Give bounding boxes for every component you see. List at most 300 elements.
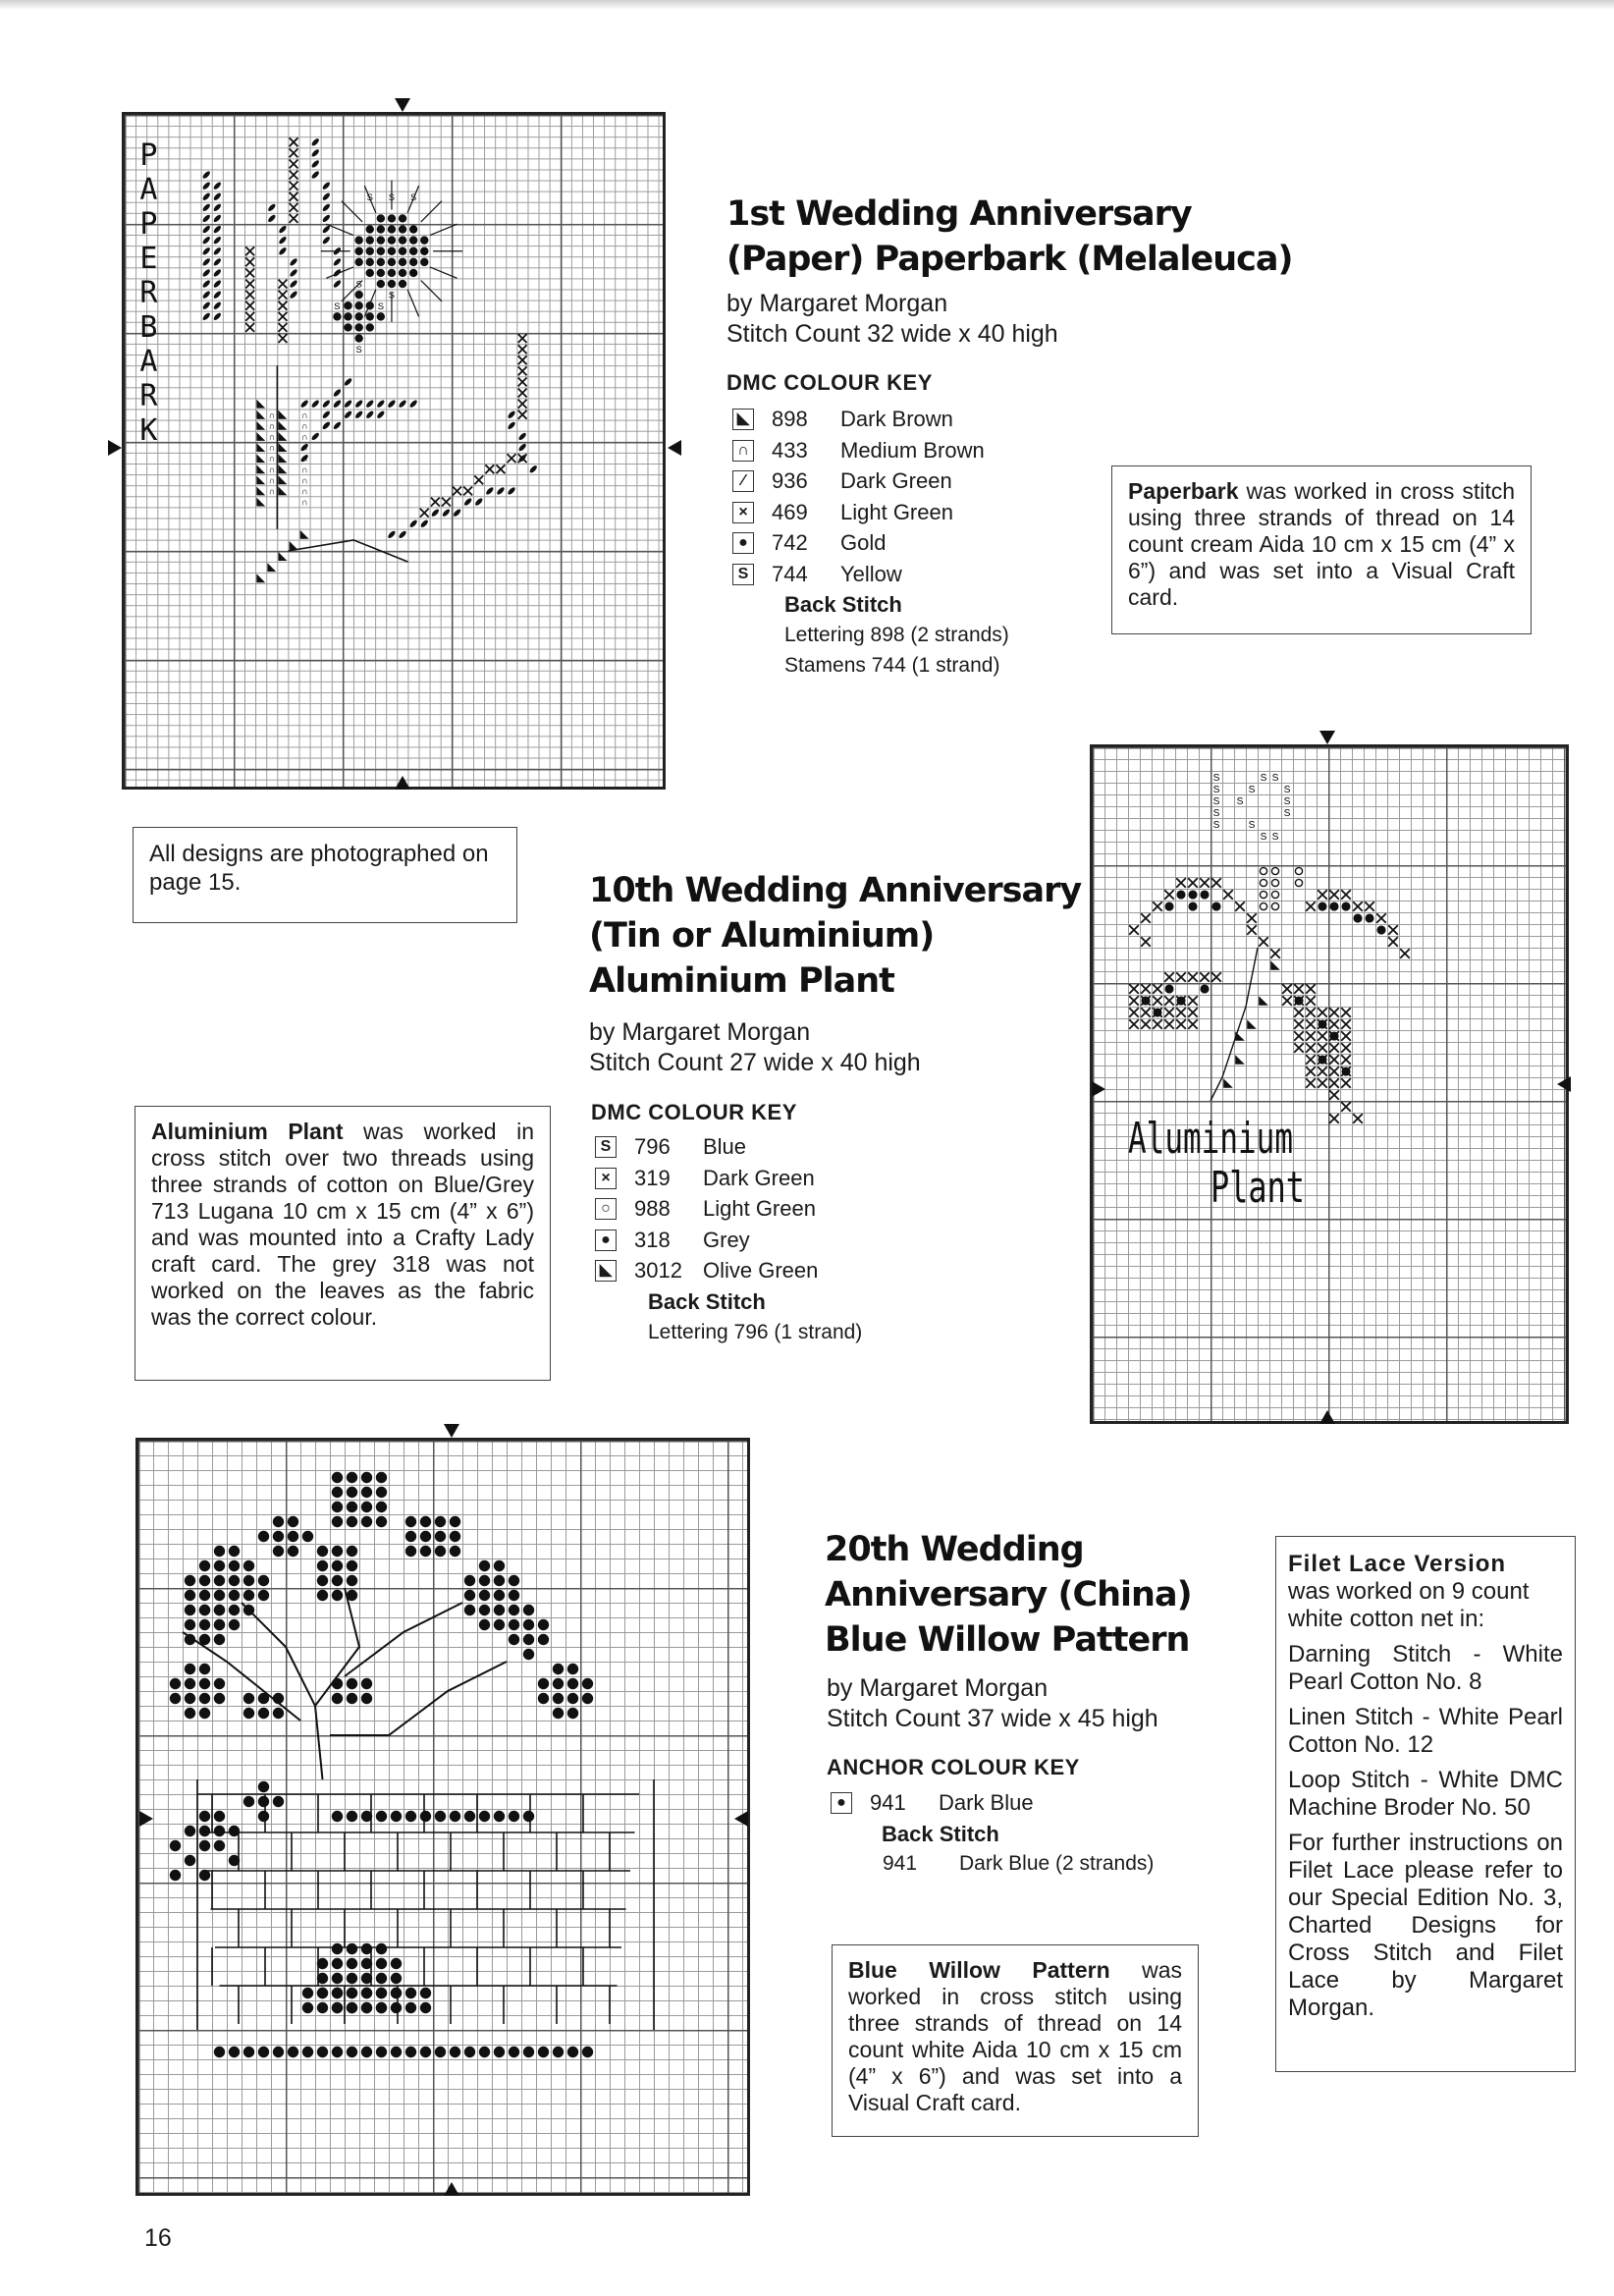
stitch-dot xyxy=(435,1811,446,1822)
stitch-s: S xyxy=(410,224,417,236)
stitch-cross xyxy=(1153,996,1162,1006)
stitch-cross xyxy=(290,203,298,212)
stitch-dot xyxy=(1365,913,1373,922)
stitch-s: S xyxy=(377,300,384,311)
stitch-leaf xyxy=(201,236,211,246)
willow-note-bold: Blue Willow Pattern xyxy=(848,1957,1110,1983)
center-marker-icon xyxy=(395,98,410,112)
stitch-cross xyxy=(1200,972,1210,982)
stitch-dot xyxy=(1176,996,1185,1005)
stitch-dot xyxy=(538,1619,549,1630)
stitch-cross xyxy=(453,487,461,496)
stitch-dot xyxy=(361,1472,372,1483)
stitch-cross xyxy=(279,301,288,310)
stitch-leaf xyxy=(333,399,343,409)
stitch-dot xyxy=(243,2047,254,2057)
stitch-dot xyxy=(185,1708,195,1719)
stitch-dot xyxy=(302,2047,313,2057)
stitch-cross xyxy=(1329,1066,1339,1076)
stitch-s: S xyxy=(1283,784,1291,795)
stitch-cross xyxy=(1329,1008,1339,1017)
stitch-cross xyxy=(463,487,472,496)
stitch-dot xyxy=(388,258,396,266)
stitch-cross xyxy=(1388,937,1398,947)
stitch-cross xyxy=(1306,1019,1316,1029)
paperbark-key-heading: DMC COLOUR KEY xyxy=(726,370,933,395)
stitch-dot xyxy=(199,1590,210,1601)
stitch-leaf xyxy=(289,257,298,267)
stitch-cross xyxy=(1341,1102,1351,1112)
stitch-dot xyxy=(332,1943,343,1954)
stitch-dot xyxy=(199,1678,210,1689)
stitch-leaf xyxy=(354,410,364,419)
colour-key-name: Light Green xyxy=(703,1196,816,1221)
stitch-dot xyxy=(347,1516,357,1527)
colour-key-name: Dark Blue xyxy=(939,1790,1034,1815)
stitch-dot xyxy=(332,2047,343,2057)
stitch-dot xyxy=(214,1678,225,1689)
stitch-leaf xyxy=(387,529,397,539)
colour-key-code: 744 xyxy=(772,561,808,586)
stitch-dot xyxy=(170,1678,181,1689)
stitch-dot xyxy=(509,1605,519,1615)
colour-key-row xyxy=(732,405,1047,434)
stitch-dot xyxy=(317,1988,328,1998)
stitch-leaf xyxy=(321,236,331,246)
stitch-dot xyxy=(553,2047,564,2057)
stitch-dot xyxy=(450,1811,460,1822)
stitch-dot xyxy=(523,2047,534,2057)
stitch-cross xyxy=(245,269,254,278)
stitch-cross xyxy=(1247,913,1257,923)
stitch-dot xyxy=(288,1546,298,1557)
stamen-line xyxy=(326,224,353,235)
stitch-leaf xyxy=(278,246,288,256)
stitch-triangle xyxy=(279,443,288,452)
stitch-dot xyxy=(199,1560,210,1571)
stitch-s: S xyxy=(355,246,362,257)
chart-lettering: Plant xyxy=(1210,1163,1305,1214)
colour-key-name: Dark Green xyxy=(840,468,952,493)
stitch-dot xyxy=(185,1678,195,1689)
stitch-triangle xyxy=(279,465,288,473)
stitch-dot xyxy=(538,1678,549,1689)
photo-note-text: All designs are photographed on page 15. xyxy=(149,841,489,896)
stitch-triangle xyxy=(256,498,265,507)
stitch-dot xyxy=(366,236,374,244)
colour-key-row xyxy=(595,1256,909,1285)
stitch-dot xyxy=(494,1811,505,1822)
aluminium-backstitch-heading: Back Stitch xyxy=(648,1289,766,1314)
colour-key-symbol: ⁄ xyxy=(732,470,754,492)
colour-key-code: 796 xyxy=(634,1134,671,1159)
stitch-cross xyxy=(1164,1019,1174,1029)
stitch-dot xyxy=(229,1619,240,1630)
stitch-dot xyxy=(450,2047,460,2057)
stitch-dot xyxy=(344,312,351,320)
stitch-dot xyxy=(243,1796,254,1807)
stitch-dot xyxy=(214,1693,225,1704)
stitch-cross xyxy=(1318,1066,1327,1076)
stitch-leaf xyxy=(201,257,211,267)
stitch-dot xyxy=(494,1619,505,1630)
stitch-leaf xyxy=(442,508,452,518)
stitch-dot xyxy=(258,1708,269,1719)
stitch-triangle xyxy=(279,454,288,463)
stitch-cross xyxy=(1223,890,1233,900)
stitch-cross xyxy=(497,465,506,473)
colour-key-name: Light Green xyxy=(840,499,953,524)
stitch-circle xyxy=(1271,902,1278,909)
stitch-dot xyxy=(376,2047,387,2057)
stitch-leaf xyxy=(310,137,320,147)
center-marker-icon xyxy=(1319,731,1335,744)
stitch-dot xyxy=(1353,913,1362,922)
paperbark-backstitch-line: Lettering 898 (2 strands) xyxy=(784,624,1009,646)
stitch-dot xyxy=(582,1693,593,1704)
stitch-cross xyxy=(474,475,483,484)
stitch-cross xyxy=(1306,1066,1316,1076)
blue-willow-chart-marks xyxy=(138,1441,750,2196)
stitch-s: S xyxy=(366,267,373,279)
stitch-cross xyxy=(1188,878,1198,888)
stitch-cross xyxy=(1318,1043,1327,1053)
stitch-dot xyxy=(479,1811,490,1822)
stitch-dot xyxy=(391,2047,402,2057)
stitch-cross xyxy=(1341,1078,1351,1088)
stitch-dot xyxy=(494,1605,505,1615)
stitch-s: S xyxy=(1271,831,1279,843)
stitch-cross xyxy=(1141,1019,1151,1029)
stitch-circle xyxy=(1260,879,1266,886)
stitch-dot xyxy=(1200,890,1209,899)
center-marker-icon xyxy=(1092,1081,1105,1097)
stitch-leaf xyxy=(419,519,429,528)
chart-lettering: Aluminium xyxy=(1128,1113,1293,1164)
stitch-dot xyxy=(464,2047,475,2057)
stitch-dot xyxy=(405,2002,416,2013)
colour-key-row xyxy=(595,1226,909,1255)
stitch-dot xyxy=(479,1590,490,1601)
stitch-leaf xyxy=(517,432,527,442)
filet-item: Darning Stitch - White Pearl Cotton No. 8 xyxy=(1288,1641,1563,1695)
stitch-leaf xyxy=(289,268,298,278)
colour-key-symbol: × xyxy=(732,502,754,523)
stitch-dot xyxy=(1141,996,1150,1005)
willow-backstitch-name: Dark Blue (2 strands) xyxy=(959,1852,1155,1875)
stitch-dot xyxy=(405,1988,416,1998)
stitch-circle xyxy=(1271,891,1278,898)
stitch-triangle xyxy=(279,475,288,484)
stitch-leaf xyxy=(344,399,353,409)
stitch-circle xyxy=(1260,902,1266,909)
stitch-cross xyxy=(1176,972,1186,982)
stitch-leaf xyxy=(485,486,495,496)
colour-key-symbol: ◣ xyxy=(732,409,754,430)
stitch-cross xyxy=(1129,1008,1139,1017)
stitch-dot xyxy=(347,1575,357,1586)
paperbark-stitch-count: Stitch Count 32 wide x 40 high xyxy=(726,320,1058,348)
stitch-dot xyxy=(361,1502,372,1512)
stitch-dot xyxy=(199,1826,210,1836)
stitch-s: S xyxy=(1212,784,1220,795)
stitch-leaf xyxy=(212,268,222,278)
stitch-leaf xyxy=(365,399,375,409)
colour-key-name: Olive Green xyxy=(703,1258,819,1283)
stitch-leaf xyxy=(212,311,222,321)
stitch-leaf xyxy=(201,225,211,235)
stitch-leaf xyxy=(321,410,331,419)
stitch-cross xyxy=(1329,1019,1339,1029)
colour-key-code: 988 xyxy=(634,1196,671,1221)
stitch-cross xyxy=(1306,996,1316,1006)
paperbark-backstitch-heading: Back Stitch xyxy=(784,592,902,617)
stitch-cross xyxy=(518,389,527,398)
chart-lettering: E xyxy=(139,241,158,276)
stitch-dot xyxy=(450,1516,460,1527)
stitch-dot xyxy=(229,1575,240,1586)
stitch-dot xyxy=(538,1693,549,1704)
stitch-arch: ∩ xyxy=(268,419,276,431)
stitch-cross xyxy=(1247,925,1257,935)
stitch-dot xyxy=(464,1605,475,1615)
stitch-dot xyxy=(1176,890,1185,899)
stitch-dot xyxy=(435,1516,446,1527)
aluminium-note xyxy=(134,1106,551,1381)
stitch-dot xyxy=(258,1781,269,1792)
stitch-cross xyxy=(1176,1019,1186,1029)
stitch-dot xyxy=(538,2047,549,2057)
stitch-dot xyxy=(377,269,385,277)
aluminium-note-text: was worked in cross stitch over two threads using three strands of cotton on Blue/Grey 713 Lugana 10 cm x 15 cm (4” x 6”) and was mounted into a Crafty Lady craft card. The grey 318 was not worked on the leaves as the fabric was the correct colour. xyxy=(151,1119,534,1330)
stitch-triangle xyxy=(256,465,265,473)
stitch-s: S xyxy=(366,224,373,236)
stitch-leaf xyxy=(212,301,222,310)
paperbark-backstitch-line: Stamens 744 (1 strand) xyxy=(784,654,1000,677)
stitch-triangle xyxy=(1259,996,1268,1006)
stitch-dot xyxy=(523,1605,534,1615)
stitch-dot xyxy=(1318,1055,1326,1064)
stitch-cross xyxy=(1341,890,1351,900)
stitch-dot xyxy=(399,247,406,255)
stitch-leaf xyxy=(376,410,386,419)
stitch-leaf xyxy=(333,279,343,289)
stitch-dot xyxy=(354,323,362,331)
stitch-dot xyxy=(288,1516,298,1527)
stitch-leaf xyxy=(212,236,222,246)
stitch-leaf xyxy=(212,214,222,224)
stitch-arch: ∩ xyxy=(300,453,308,465)
stitch-leaf xyxy=(212,257,222,267)
stitch-cross xyxy=(290,148,298,157)
stitch-dot xyxy=(494,1575,505,1586)
stitch-dot xyxy=(582,1678,593,1689)
colour-key-code: 941 xyxy=(870,1790,906,1815)
stitch-cross xyxy=(1270,949,1280,958)
stitch-leaf xyxy=(321,420,331,430)
stitch-dot xyxy=(243,1575,254,1586)
stitch-dot xyxy=(1200,984,1209,993)
stitch-arch: ∩ xyxy=(268,464,276,475)
paperbark-chart xyxy=(122,112,666,790)
stitch-s: S xyxy=(388,191,396,202)
filet-intro: was worked on 9 count white cotton net in: xyxy=(1288,1578,1530,1632)
center-marker-icon xyxy=(139,1811,153,1827)
stitch-cross xyxy=(1353,1114,1363,1123)
stitch-arch: ∩ xyxy=(268,474,276,486)
stitch-cross xyxy=(1376,913,1386,923)
stitch-dot xyxy=(391,1988,402,1998)
stitch-dot xyxy=(332,1678,343,1689)
stitch-cross xyxy=(279,323,288,332)
stitch-cross xyxy=(518,355,527,364)
stitch-dot xyxy=(199,1708,210,1719)
stitch-dot xyxy=(243,1560,254,1571)
stitch-leaf xyxy=(365,410,375,419)
stitch-dot xyxy=(185,1605,195,1615)
stitch-cross xyxy=(1211,972,1221,982)
stitch-dot xyxy=(185,1575,195,1586)
stitch-cross xyxy=(1129,984,1139,994)
stitch-dot xyxy=(1164,902,1173,910)
stitch-dot xyxy=(553,1708,564,1719)
stitch-leaf xyxy=(212,191,222,201)
stitch-leaf xyxy=(310,432,320,442)
stitch-dot xyxy=(409,247,417,255)
stitch-dot xyxy=(288,2047,298,2057)
stitch-dot xyxy=(229,1605,240,1615)
stitch-dot xyxy=(479,2047,490,2057)
stitch-cross xyxy=(1318,1008,1327,1017)
stitch-leaf xyxy=(408,519,418,528)
stitch-dot xyxy=(317,1575,328,1586)
stitch-dot xyxy=(332,1575,343,1586)
stitch-leaf xyxy=(333,257,343,267)
stitch-triangle xyxy=(1235,1055,1245,1065)
paperbark-note-text: was worked in cross stitch using three strands of thread on 14 count cream Aida 10 cm x 15 cm (4” x 6”) and was set into a Visual Craft card. xyxy=(1128,478,1515,610)
stitch-cross xyxy=(1176,1008,1186,1017)
colour-key-code: 469 xyxy=(772,499,808,524)
stitch-s: S xyxy=(1260,772,1267,784)
stitch-leaf xyxy=(344,377,353,387)
stitch-dot xyxy=(1211,902,1220,910)
stitch-cross xyxy=(279,312,288,321)
stitch-cross xyxy=(1164,996,1174,1006)
stitch-dot xyxy=(361,1516,372,1527)
stitch-dot xyxy=(420,236,428,244)
colour-key-code: 319 xyxy=(634,1165,671,1190)
stitch-dot xyxy=(347,1678,357,1689)
stitch-leaf xyxy=(201,290,211,300)
stitch-leaf xyxy=(344,410,353,419)
stitch-dot xyxy=(366,323,374,331)
backstitch-line xyxy=(289,540,408,562)
colour-key-row xyxy=(732,498,1047,527)
chart-lettering: P xyxy=(139,206,158,242)
colour-key-name: Blue xyxy=(703,1134,747,1159)
stitch-dot xyxy=(361,1487,372,1498)
stitch-cross xyxy=(1141,984,1151,994)
stitch-dot xyxy=(420,1516,431,1527)
colour-key-symbol: × xyxy=(595,1168,617,1189)
branch-line xyxy=(242,1603,323,1779)
center-marker-icon xyxy=(668,440,681,456)
colour-key-name: Dark Green xyxy=(703,1165,815,1190)
stitch-leaf xyxy=(376,399,386,409)
stitch-dot xyxy=(258,1796,269,1807)
stitch-leaf xyxy=(267,202,277,212)
stitch-cross xyxy=(1188,996,1198,1006)
aluminium-title: 10th Wedding Anniversary (Tin or Aluminium) Aluminium Plant xyxy=(589,871,1082,1001)
stitch-s: S xyxy=(1283,795,1291,807)
stitch-dot xyxy=(199,1619,210,1630)
stitch-dot xyxy=(332,1590,343,1601)
colour-key-code: 936 xyxy=(772,468,808,493)
stitch-cross xyxy=(1329,1055,1339,1065)
stitch-dot xyxy=(567,1693,578,1704)
stitch-dot xyxy=(185,1855,195,1866)
stitch-cross xyxy=(1306,1031,1316,1041)
stitch-dot xyxy=(405,2047,416,2057)
stitch-dot xyxy=(399,269,406,277)
blue-willow-chart xyxy=(135,1438,750,2196)
stitch-dot xyxy=(332,2002,343,2013)
stitch-cross xyxy=(279,334,288,343)
stitch-cross xyxy=(485,465,494,473)
stitch-dot xyxy=(509,2047,519,2057)
chart-lettering: K xyxy=(139,412,158,448)
filet-item: For further instructions on Filet Lace please refer to our Special Edition No. 3, Charted Designs for Cross Stitch and Filet Lace by Margaret Morgan. xyxy=(1288,1830,1563,2021)
stitch-dot xyxy=(388,269,396,277)
stitch-dot xyxy=(538,1634,549,1645)
stitch-leaf xyxy=(398,529,407,539)
stitch-cross xyxy=(1341,1043,1351,1053)
stitch-triangle xyxy=(1247,1019,1257,1029)
stitch-cross xyxy=(518,400,527,409)
colour-key-name: Medium Brown xyxy=(840,437,985,463)
willow-title: 20th Wedding Anniversary (China) Blue Willow Pattern xyxy=(825,1530,1192,1660)
center-marker-icon xyxy=(108,440,122,456)
stitch-dot xyxy=(399,258,406,266)
stitch-dot xyxy=(376,1472,387,1483)
stitch-dot xyxy=(450,1531,460,1542)
stitch-cross xyxy=(1306,902,1316,911)
stitch-cross xyxy=(245,301,254,310)
colour-key-code: 898 xyxy=(772,407,808,431)
stitch-leaf xyxy=(212,246,222,256)
stitch-dot xyxy=(399,225,406,233)
stitch-leaf xyxy=(310,148,320,158)
stitch-dot xyxy=(361,1693,372,1704)
stitch-cross xyxy=(1341,1055,1351,1065)
stitch-dot xyxy=(332,1988,343,1998)
chart-lettering: P xyxy=(139,138,158,174)
colour-key-symbol: ● xyxy=(595,1230,617,1251)
stitch-circle xyxy=(1295,867,1302,874)
stitch-triangle xyxy=(256,574,265,582)
stitch-dot xyxy=(332,1516,343,1527)
stitch-cross xyxy=(1188,972,1198,982)
stitch-cross xyxy=(1129,996,1139,1006)
paperbark-title: 1st Wedding Anniversary (Paper) Paperbark (Melaleuca) xyxy=(726,194,1293,279)
stitch-dot xyxy=(361,1988,372,1998)
stitch-triangle xyxy=(256,421,265,430)
colour-key-row xyxy=(595,1164,909,1193)
stitch-leaf xyxy=(212,225,222,235)
stitch-dot xyxy=(354,258,362,266)
stitch-dot xyxy=(376,1516,387,1527)
stitch-dot xyxy=(435,1531,446,1542)
